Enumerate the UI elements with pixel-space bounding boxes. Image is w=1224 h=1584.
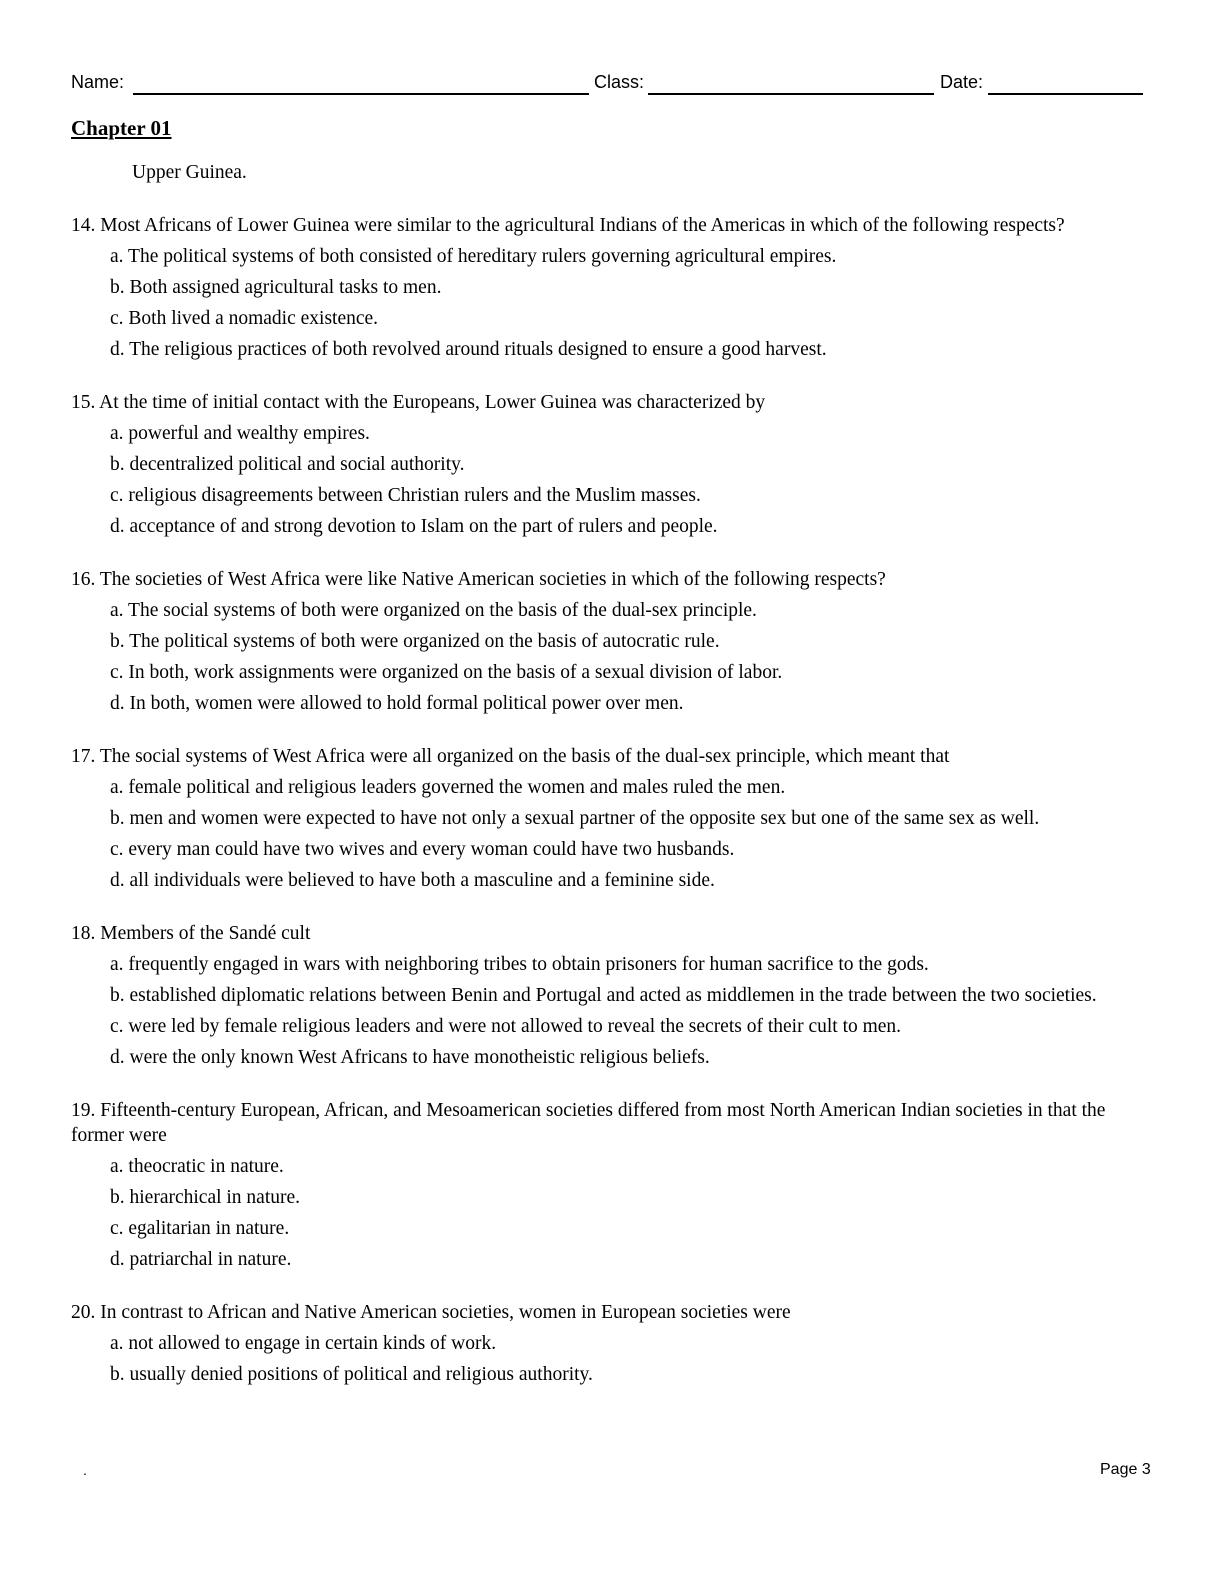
option-b: b. decentralized political and social authority. — [110, 454, 465, 475]
option-a: a. theocratic in nature. — [110, 1156, 284, 1177]
option-c: c. every man could have two wives and every woman could have two husbands. — [110, 839, 735, 860]
option-a: a. frequently engaged in wars with neighboring tribes to obtain prisoners for human sacrifice to the gods. — [110, 954, 929, 975]
option-b: b. established diplomatic relations between Benin and Portugal and acted as middlemen in the trade between the two societies. — [110, 985, 1097, 1006]
option-d: d. all individuals were believed to have both a masculine and a feminine side. — [110, 870, 715, 891]
chapter-title: Chapter 01 — [71, 116, 172, 140]
option-c: c. In both, work assignments were organized on the basis of a sexual division of labor. — [110, 662, 783, 683]
option-d: d. In both, women were allowed to hold formal political power over men. — [110, 693, 684, 714]
option-c: c. Both lived a nomadic existence. — [110, 308, 379, 329]
question-list — [71, 160, 1151, 1387]
continuation-text: Upper Guinea. — [132, 162, 247, 183]
question-stem: 18. Members of the Sandé cult — [71, 923, 311, 944]
class-label: Class: — [594, 72, 645, 92]
name-blank-line — [133, 93, 589, 95]
question-stem: 19. Fifteenth-century European, African, and Mesoamerican societies differed from most North American Indian societies in that the former were — [71, 1100, 1106, 1146]
option-a: a. powerful and wealthy empires. — [110, 423, 370, 444]
option-b: b. hierarchical in nature. — [110, 1187, 301, 1208]
question-18 — [71, 921, 1151, 1070]
option-c: c. were led by female religious leaders and were not allowed to reveal the secrets of their cult to men. — [110, 1016, 902, 1037]
question-stem: 20. In contrast to African and Native American societies, women in European societies were — [71, 1302, 791, 1323]
option-b: b. men and women were expected to have not only a sexual partner of the opposite sex but one of the same sex as well. — [110, 808, 1040, 829]
question-17 — [71, 744, 1151, 893]
student-info-header — [71, 72, 1143, 98]
question-19 — [71, 1098, 1151, 1272]
date-blank-line — [988, 93, 1143, 95]
option-a: a. not allowed to engage in certain kinds of work. — [110, 1333, 497, 1354]
option-a: a. female political and religious leaders governed the women and males ruled the men. — [110, 777, 786, 798]
name-label: Name: — [71, 72, 125, 92]
footer-dot: . — [83, 1462, 87, 1478]
option-b: b. The political systems of both were organized on the basis of autocratic rule. — [110, 631, 720, 652]
question-15 — [71, 390, 1151, 539]
question-14 — [71, 213, 1151, 362]
option-c: c. egalitarian in nature. — [110, 1218, 290, 1239]
option-a: a. The political systems of both consisted of hereditary rulers governing agricultural empires. — [110, 246, 837, 267]
question-stem: 17. The social systems of West Africa were all organized on the basis of the dual-sex principle, which meant that — [71, 746, 950, 767]
question-16 — [71, 567, 1151, 716]
option-c: c. religious disagreements between Christian rulers and the Muslim masses. — [110, 485, 701, 506]
question-stem: 15. At the time of initial contact with the Europeans, Lower Guinea was characterized by — [71, 392, 766, 413]
option-d: d. The religious practices of both revolved around rituals designed to ensure a good harvest. — [110, 339, 827, 360]
page-number: Page 3 — [1100, 1461, 1151, 1478]
question-stem: 14. Most Africans of Lower Guinea were similar to the agricultural Indians of the Americas in which of the following respects? — [71, 215, 1065, 236]
option-d: d. acceptance of and strong devotion to Islam on the part of rulers and people. — [110, 516, 718, 537]
option-b: b. Both assigned agricultural tasks to men. — [110, 277, 442, 298]
question-20 — [71, 1300, 1151, 1387]
class-blank-line — [648, 93, 934, 95]
option-b: b. usually denied positions of political and religious authority. — [110, 1364, 593, 1385]
option-d: d. were the only known West Africans to have monotheistic religious beliefs. — [110, 1047, 710, 1068]
date-label: Date: — [940, 72, 984, 92]
question-stem: 16. The societies of West Africa were like Native American societies in which of the following respects? — [71, 569, 886, 590]
option-a: a. The social systems of both were organized on the basis of the dual-sex principle. — [110, 600, 757, 621]
option-d: d. patriarchal in nature. — [110, 1249, 292, 1270]
